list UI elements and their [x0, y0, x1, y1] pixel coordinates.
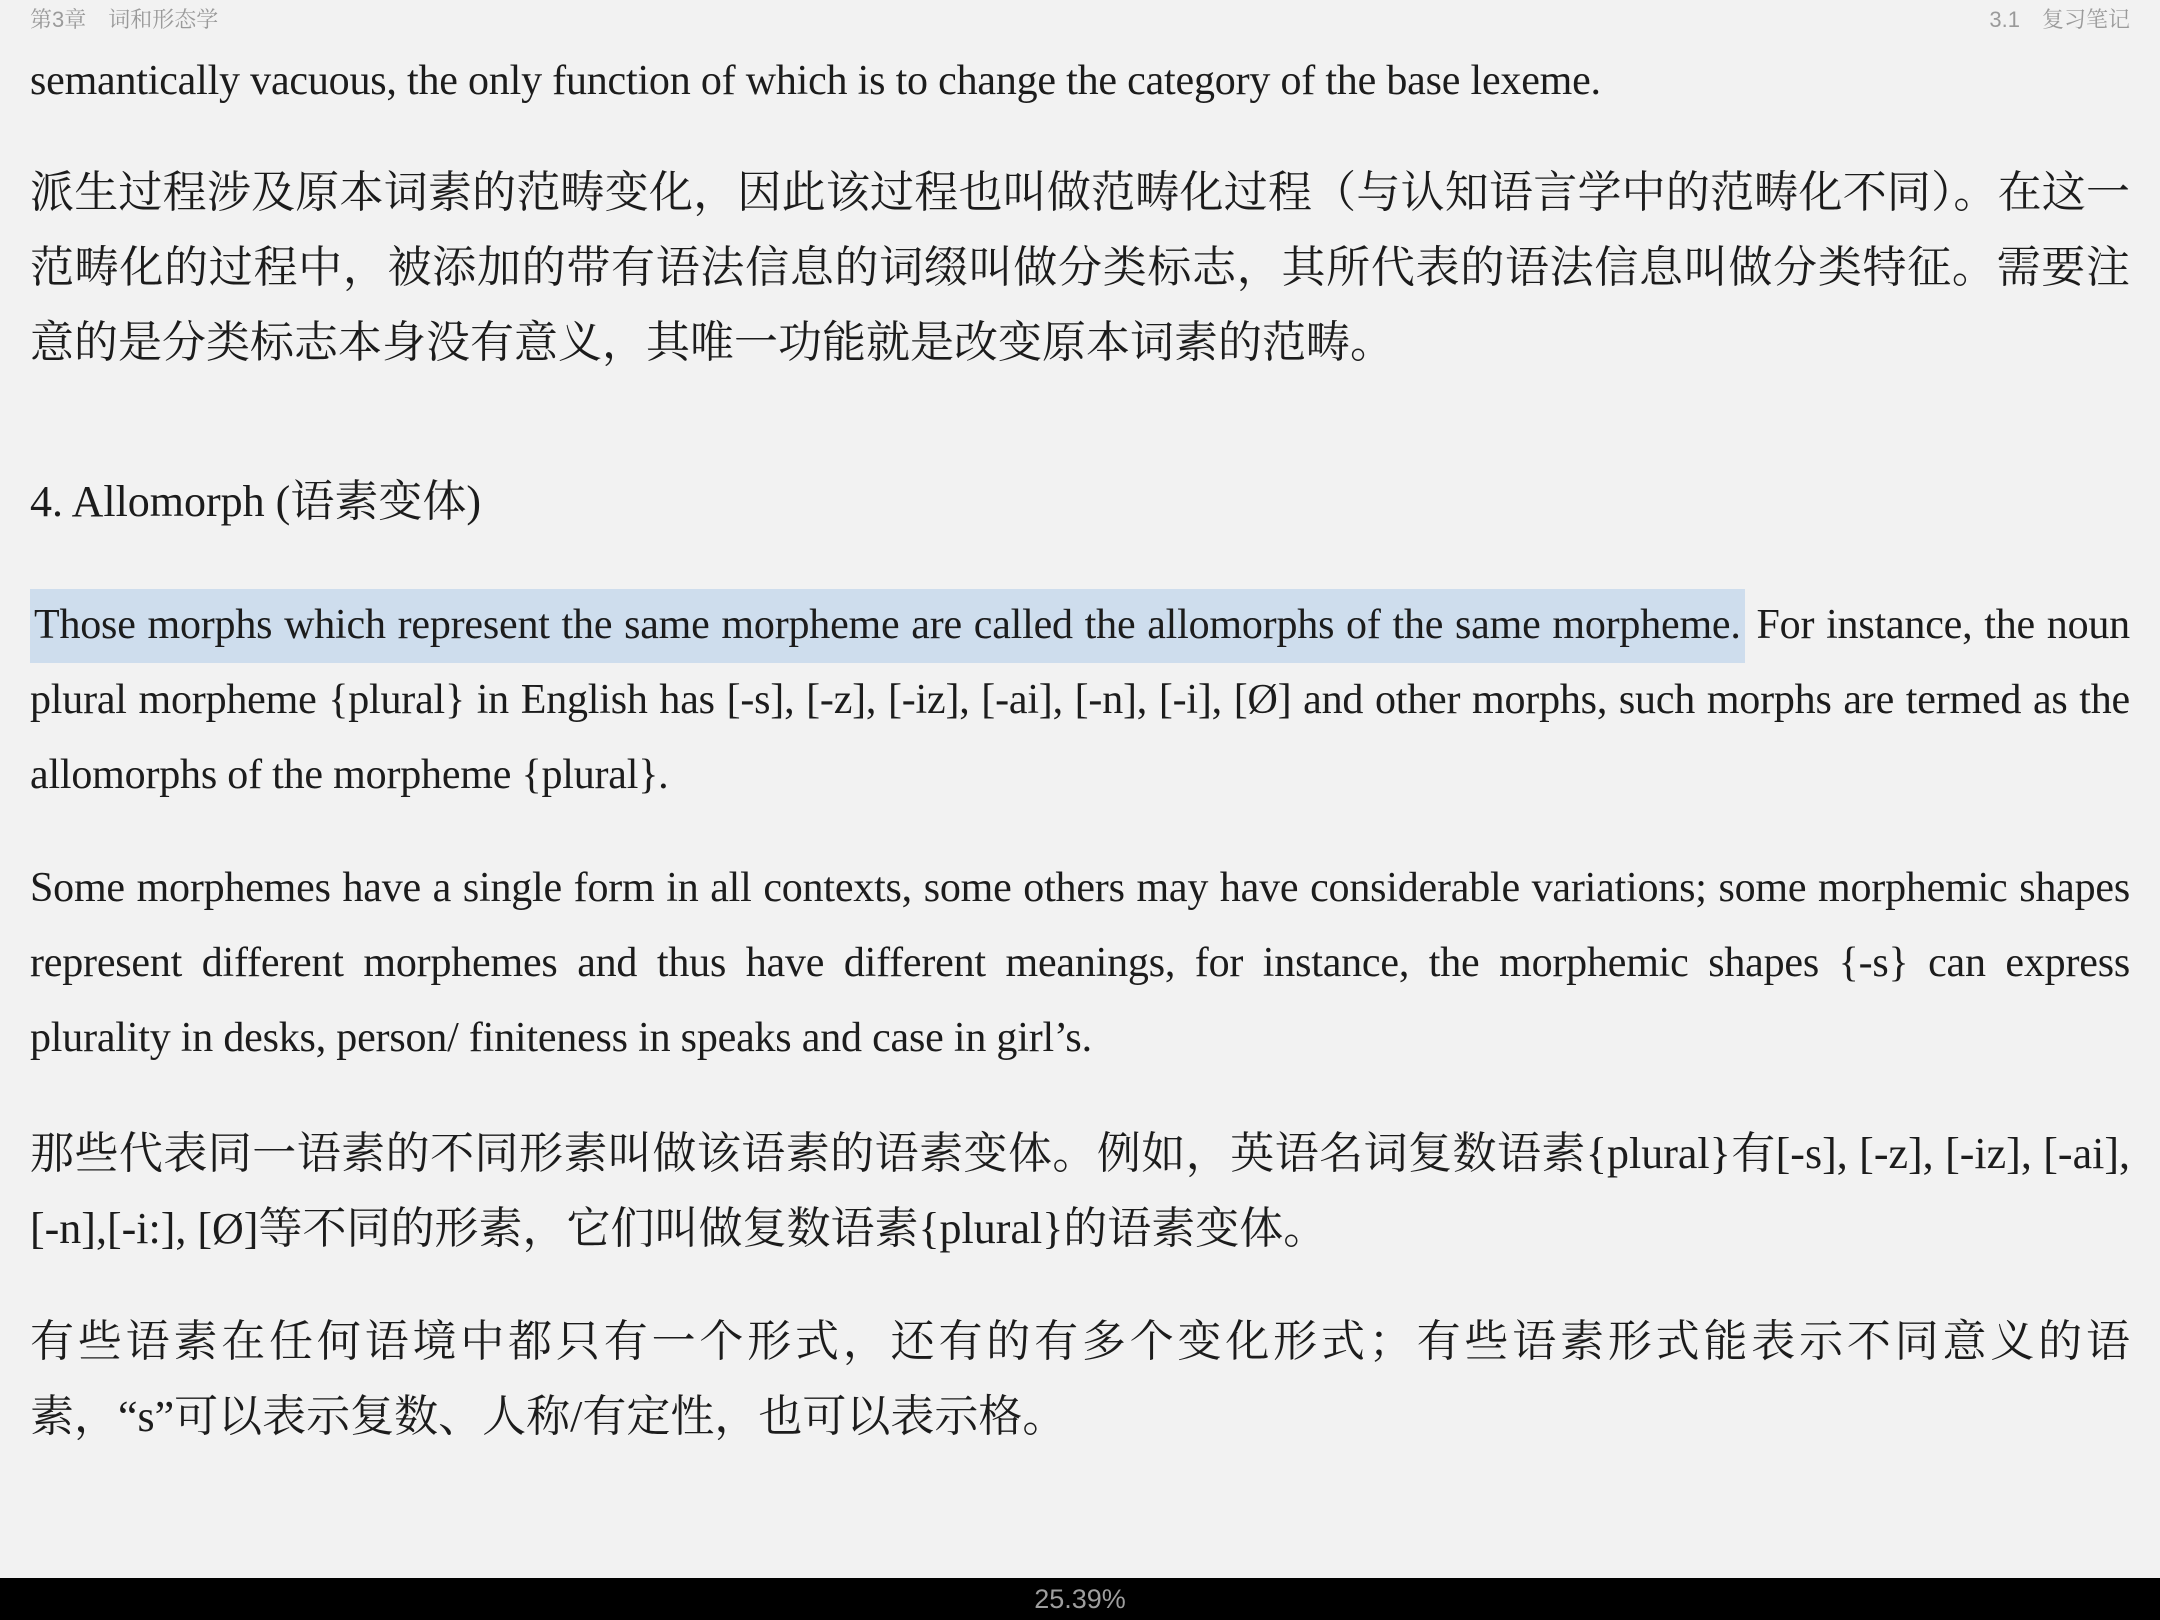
allomorph-definition-rest: For instance, the noun plural morpheme {plural} in English has [-s], [-z], [-iz], [-ai], [-n], [-i], [Ø] and other morphs, such morphs are termed as the allomorphs of the morpheme {plural}. — [30, 602, 2130, 798]
page-content — [30, 44, 2130, 1454]
paragraph-english-morpheme-forms: Some morphemes have a single form in all contexts, some others may have considerable variations; some morphemic shapes represent different morphemes and thus have different meanings, for instance, the morphemic shapes {-s} can express plurality in desks, person/ finiteness in speaks and case in girl’s. — [30, 865, 2130, 1061]
paragraph-english-allomorph-definition — [30, 588, 2130, 813]
page-header — [30, 8, 2130, 32]
paragraph-chinese-derivation: 派生过程涉及原本词素的范畴变化，因此该过程也叫做范畴化过程（与认知语言学中的范畴化不同）。在这一范畴化的过程中，被添加的带有语法信息的词缀叫做分类标志，其所代表的语法信息叫做分类特征。需要注意的是分类标志本身没有意义，其唯一功能就是改变原本词素的范畴。 — [30, 168, 2130, 367]
header-section-title: 3.1 复习笔记 — [1989, 7, 2130, 32]
paragraph-chinese-morpheme-forms: 有些语素在任何语境中都只有一个形式，还有的有多个变化形式；有些语素形式能表示不同意义的语素，“s”可以表示复数、人称/有定性，也可以表示格。 — [30, 1317, 2130, 1441]
highlighted-sentence[interactable]: Those morphs which represent the same morpheme are called the allomorphs of the same morpheme. — [30, 589, 1745, 663]
heading-allomorph: 4. Allomorph (语素变体) — [30, 477, 481, 526]
header-chapter-title: 第3章 词和形态学 — [30, 7, 219, 32]
reading-progress-percentage: 25.39% — [1034, 1583, 1126, 1614]
reader-progress-bar[interactable] — [0, 1578, 2160, 1620]
paragraph-english-continuation: semantically vacuous, the only function of which is to change the category of the base lexeme. — [30, 58, 1601, 104]
paragraph-chinese-allomorph-definition: 那些代表同一语素的不同形素叫做该语素的语素变体。例如，英语名词复数语素{plural}有[-s], [-z], [-iz], [-ai], [-n],[-i:], [Ø]等不同的形素，它们叫做复数语素{plural}的语素变体。 — [30, 1129, 2130, 1253]
